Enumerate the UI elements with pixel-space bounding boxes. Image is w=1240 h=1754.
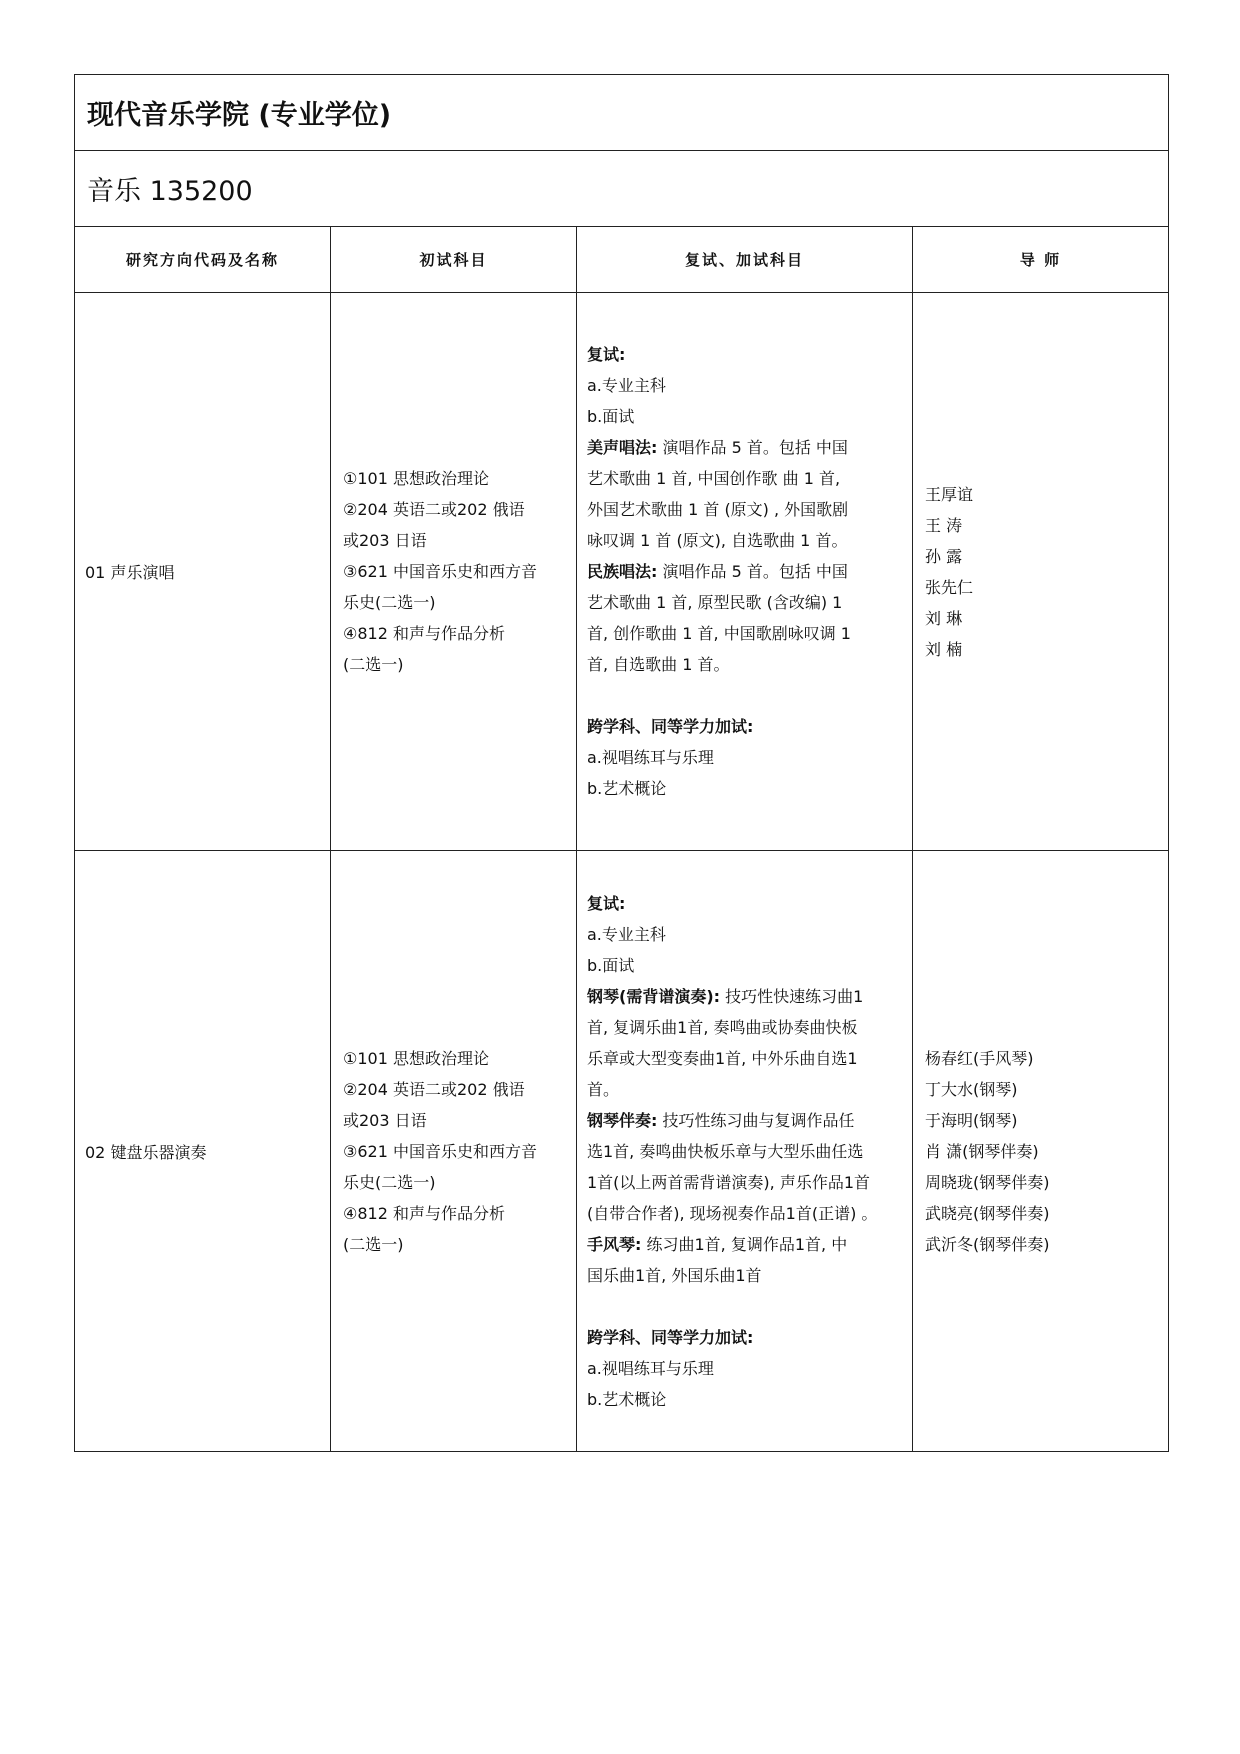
- advisor-name: 丁大水(钢琴): [925, 1079, 1018, 1099]
- extra-exam-item: b.艺术概论: [587, 779, 667, 798]
- retest-text: 演唱作品 5 首。包括 中国: [657, 438, 848, 457]
- advisor-name: 肖 潇(钢琴伴奏): [925, 1141, 1039, 1161]
- retest-text: 练习曲1首, 复调作品1首, 中: [641, 1234, 848, 1254]
- advisor-name: 武晓亮(钢琴伴奏): [925, 1203, 1050, 1223]
- header-retest: 复试、加试科目: [577, 227, 913, 293]
- retest-para-label: 钢琴(需背谱演奏):: [587, 986, 721, 1006]
- advisor-cell: [913, 293, 1169, 851]
- retest-text: 艺术歌曲 1 首, 中国创作歌 曲 1 首,: [587, 469, 841, 488]
- exam-line: ②204 英语二或202 俄语: [343, 1079, 525, 1099]
- extra-exam-item: b.艺术概论: [587, 1389, 667, 1409]
- retest-text: 咏叹调 1 首 (原文), 自选歌曲 1 首。: [587, 531, 848, 550]
- admissions-table: [74, 74, 1169, 1452]
- retest-text: 首, 复调乐曲1首, 奏鸣曲或协奏曲快板: [587, 1017, 858, 1037]
- advisor-name: 王厚谊: [925, 484, 974, 504]
- direction-cell: 02 键盘乐器演奏: [75, 851, 331, 1452]
- advisor-name: 于海明(钢琴): [925, 1110, 1018, 1130]
- retest-para-label: 民族唱法:: [587, 562, 658, 581]
- retest-para-label: 钢琴伴奏:: [587, 1110, 658, 1130]
- direction-cell: 01 声乐演唱: [75, 293, 331, 851]
- exam-line: 或203 日语: [343, 1110, 427, 1130]
- retest-item: b.面试: [587, 955, 635, 975]
- header-advisor: 导 师: [913, 227, 1169, 293]
- extra-exam-heading: 跨学科、同等学力加试:: [587, 717, 754, 736]
- table-row: [75, 293, 1169, 851]
- extra-exam-item: a.视唱练耳与乐理: [587, 748, 714, 767]
- retest-heading: 复试:: [587, 345, 626, 364]
- advisor-name: 武沂冬(钢琴伴奏): [925, 1234, 1050, 1254]
- exam-line: ③621 中国音乐史和西方音: [343, 562, 537, 581]
- retest-text: 国乐曲1首, 外国乐曲1首: [587, 1265, 762, 1285]
- exam-line: 乐史(二选一): [343, 593, 436, 612]
- retest-text: 技巧性快速练习曲1: [720, 986, 864, 1006]
- retest-para-label: 美声唱法:: [587, 438, 658, 457]
- extra-exam-item: a.视唱练耳与乐理: [587, 1358, 714, 1378]
- major-title: 音乐 135200: [75, 151, 1169, 227]
- advisor-name: 周晓珑(钢琴伴奏): [925, 1172, 1050, 1192]
- retest-text: (自带合作者), 现场视奏作品1首(正谱) 。: [587, 1203, 878, 1223]
- exam-line: ②204 英语二或202 俄语: [343, 500, 525, 519]
- retest-text: 外国艺术歌曲 1 首 (原文) , 外国歌剧: [587, 500, 849, 519]
- advisor-name: 张先仁: [925, 577, 974, 597]
- exam-line: ③621 中国音乐史和西方音: [343, 1141, 537, 1161]
- retest-cell: [577, 851, 913, 1452]
- advisor-name: 刘 楠: [925, 639, 963, 659]
- exam-line: 乐史(二选一): [343, 1172, 436, 1192]
- retest-item: a.专业主科: [587, 924, 666, 944]
- header-initial-exam: 初试科目: [331, 227, 577, 293]
- exam-line: (二选一): [343, 655, 404, 674]
- header-direction: 研究方向代码及名称: [75, 227, 331, 293]
- retest-heading: 复试:: [587, 893, 626, 913]
- exam-line: ①101 思想政治理论: [343, 1048, 489, 1068]
- table-row: [75, 851, 1169, 1452]
- advisor-name: 刘 琳: [925, 608, 963, 628]
- retest-text: 首, 自选歌曲 1 首。: [587, 655, 730, 674]
- advisor-name: 杨春红(手风琴): [925, 1048, 1034, 1068]
- retest-cell: [577, 293, 913, 851]
- retest-text: 1首(以上两首需背谱演奏), 声乐作品1首: [587, 1172, 871, 1192]
- retest-text: 技巧性练习曲与复调作品任: [657, 1110, 855, 1130]
- retest-text: 艺术歌曲 1 首, 原型民歌 (含改编) 1: [587, 593, 843, 612]
- school-title: 现代音乐学院 (专业学位): [75, 75, 1169, 151]
- initial-exam-cell: [331, 851, 577, 1452]
- retest-text: 首, 创作歌曲 1 首, 中国歌剧咏叹调 1: [587, 624, 851, 643]
- exam-line: ①101 思想政治理论: [343, 469, 489, 488]
- advisor-name: 王 涛: [925, 515, 963, 535]
- retest-text: 首。: [587, 1079, 620, 1099]
- advisor-name: 孙 露: [925, 546, 963, 566]
- exam-line: 或203 日语: [343, 531, 427, 550]
- exam-line: ④812 和声与作品分析: [343, 624, 505, 643]
- initial-exam-cell: [331, 293, 577, 851]
- retest-item: b.面试: [587, 407, 635, 426]
- retest-item: a.专业主科: [587, 376, 666, 395]
- extra-exam-heading: 跨学科、同等学力加试:: [587, 1327, 754, 1347]
- exam-line: (二选一): [343, 1234, 404, 1254]
- retest-text: 乐章或大型变奏曲1首, 中外乐曲自选1: [587, 1048, 858, 1068]
- exam-line: ④812 和声与作品分析: [343, 1203, 505, 1223]
- advisor-cell: [913, 851, 1169, 1452]
- retest-text: 演唱作品 5 首。包括 中国: [657, 562, 848, 581]
- retest-para-label: 手风琴:: [587, 1234, 642, 1254]
- retest-text: 选1首, 奏鸣曲快板乐章与大型乐曲任选: [587, 1141, 864, 1161]
